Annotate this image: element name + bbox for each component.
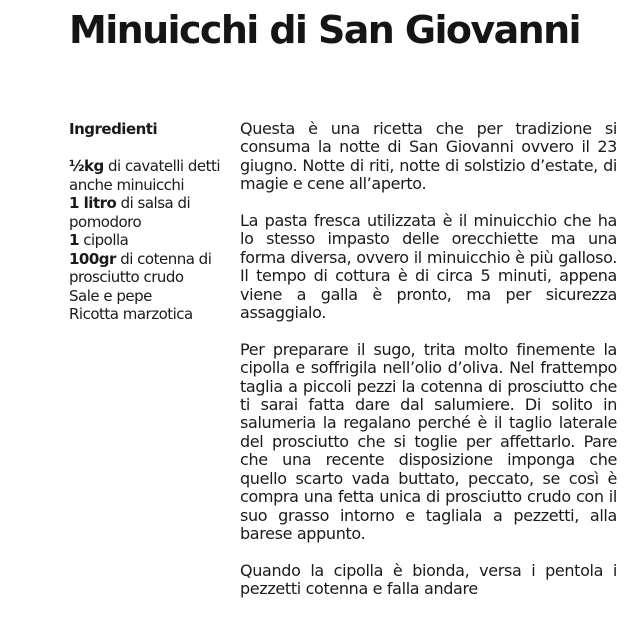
ingredient-quantity: 1 litro [69, 194, 117, 212]
ingredient-text: Sale e pepe [69, 286, 152, 305]
ingredient-text: cipolla [78, 231, 129, 249]
ingredient-item [69, 305, 234, 324]
recipe-body [240, 120, 617, 617]
page-title: Minuicchi di San Giovanni [69, 8, 580, 52]
ingredient-text: Ricotta marzotica [69, 305, 193, 323]
recipe-paragraph: La pasta fresca utilizzata è il minuicchio che ha lo stesso impasto delle orecchiette ma una forma diversa, ovvero il minuicchio è più galloso. Il tempo di cottura è di circa 5 minuti, appena viene a galla è pronto, ma per sicurezza assaggialo. [240, 211, 617, 323]
ingredients-sidebar [69, 120, 234, 324]
ingredient-item [69, 194, 234, 231]
ingredient-quantity: 1 [69, 231, 79, 249]
ingredient-text: di salsa di pomodoro [69, 194, 191, 231]
ingredient-quantity: ½kg [69, 157, 104, 175]
ingredient-item [69, 231, 234, 250]
recipe-paragraph: Per preparare il sugo, trita molto finemente la cipolla e soffrigila nell’olio d’oliva. Nel frattempo taglia a piccoli pezzi la cotenna di prosciutto che ti sarai fatta dare dal salumiere. Di solito in salumeria la regalano perché è il taglio laterale del prosciutto che si toglie per affettarlo. Pare che una recente disposizione imponga che quello scarto vada buttato, peccato, se così è compra una fetta unica di prosciutto crudo con il suo grasso intorno e tagliala a pezzetti, alla barese appunto. [240, 339, 617, 543]
ingredient-text: di cavatelli detti anche minuicchi [69, 157, 221, 194]
ingredient-item [69, 157, 234, 194]
recipe-paragraph: Questa è una ricetta che per tradizione si consuma la notte di San Giovanni ovvero il 23 giugno. Notte di riti, notte di solstizio d’estate, di magie e cene all’aperto. [240, 119, 617, 194]
ingredient-quantity: 100gr [69, 249, 116, 268]
ingredient-item [69, 250, 234, 287]
ingredient-item [69, 287, 234, 306]
ingredients-heading: Ingredienti [69, 120, 158, 138]
recipe-paragraph: Quando la cipolla è bionda, versa i pentola i pezzetti cotenna e falla andare [240, 560, 617, 599]
ingredient-text: di cotenna di prosciutto crudo [69, 249, 212, 286]
